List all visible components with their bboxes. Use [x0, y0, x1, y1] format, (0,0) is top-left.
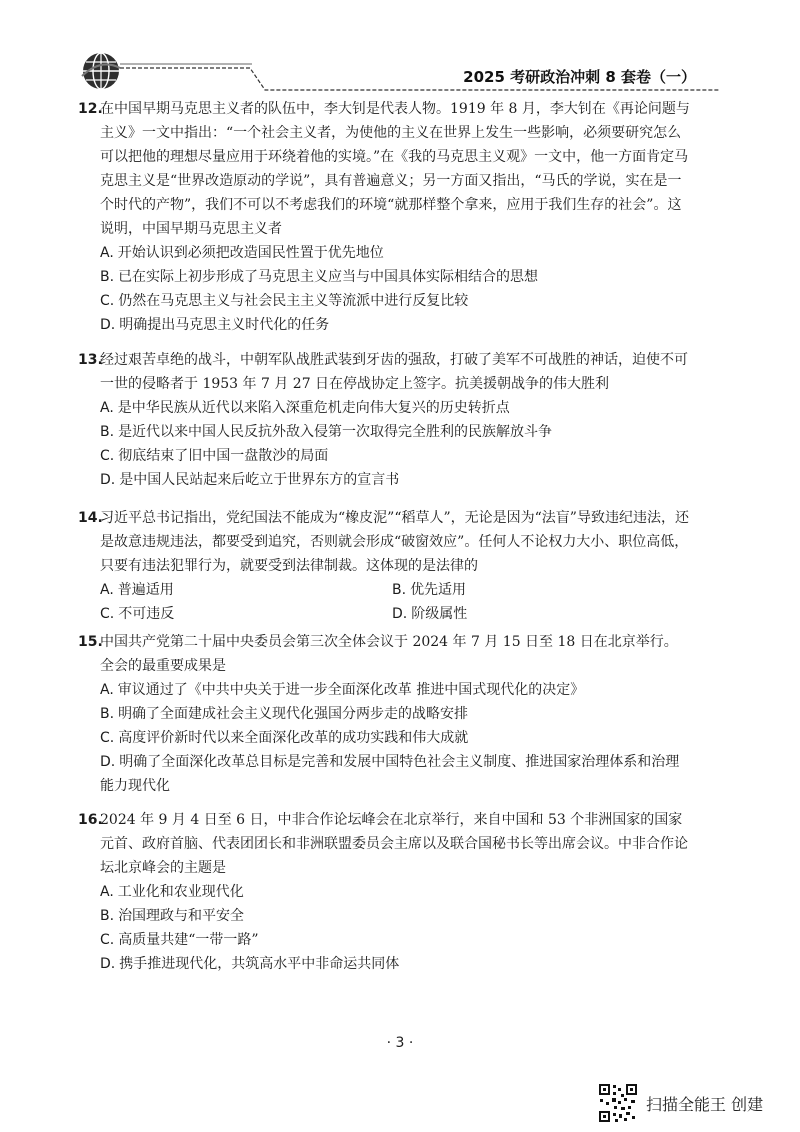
option-text: 审议通过了《中共中央关于进一步全面深化改革 推进中国式现代化的决定》: [117, 682, 585, 698]
option-d[interactable]: [100, 750, 690, 798]
option-letter: D.: [100, 956, 116, 972]
option-text: 是中国人民站起来后屹立于世界东方的宣言书: [119, 472, 400, 488]
option-letter: B.: [100, 706, 115, 722]
option-letter: D.: [392, 606, 408, 622]
option-a[interactable]: [100, 678, 690, 702]
option-text: 阶级属性: [411, 606, 468, 622]
option-text: 彻底结束了旧中国一盘散沙的局面: [118, 448, 329, 464]
option-b[interactable]: [100, 702, 690, 726]
option-letter: C.: [100, 293, 115, 309]
option-letter: D.: [100, 317, 116, 333]
option-list: [100, 241, 690, 337]
question-12: [78, 97, 690, 337]
question-number: 14.: [78, 510, 103, 526]
option-text: 普遍适用: [117, 582, 174, 598]
option-letter: C.: [100, 730, 115, 746]
question-number: 16.: [78, 812, 103, 828]
option-letter: B.: [392, 582, 407, 598]
option-d[interactable]: [100, 952, 690, 976]
option-c[interactable]: [100, 726, 690, 750]
option-letter: C.: [100, 606, 115, 622]
option-b[interactable]: [100, 904, 690, 928]
option-text: 不可违反: [118, 606, 175, 622]
option-letter: D.: [100, 754, 116, 770]
option-text: 高度评价新时代以来全面深化改革的成功实践和伟大成就: [118, 730, 469, 746]
option-list: [100, 678, 690, 798]
page-number: · 3 ·: [386, 1035, 414, 1051]
option-b[interactable]: [100, 265, 690, 289]
question-stem: 2024 年 9 月 4 日至 6 日，中非合作论坛峰会在北京举行，来自中国和 53 个非洲国家的国家元首、政府首脑、代表团团长和非洲联盟委员会主席以及联合国秘书长等出席会议。中非合作论坛北京峰会的主题是: [100, 812, 688, 876]
question-stem: 经过艰苦卓绝的战斗，中朝军队战胜武装到牙齿的强敌，打破了美军不可战胜的神话，迫使不可一世的侵略者于 1953 年 7 月 27 日在停战协定上签字。抗美援朝战争的伟大胜利: [100, 352, 688, 392]
option-text: 是近代以来中国人民反抗外敌入侵第一次取得完全胜利的民族解放斗争: [118, 424, 553, 440]
option-list: [100, 880, 690, 976]
question-number: 13.: [78, 352, 103, 368]
qr-code-icon: [598, 1083, 638, 1123]
question-14: [78, 506, 690, 626]
option-d[interactable]: [392, 602, 684, 626]
option-text: 工业化和农业现代化: [117, 884, 244, 900]
option-list: [100, 396, 690, 492]
option-b[interactable]: [100, 420, 690, 444]
option-letter: C.: [100, 932, 115, 948]
header-title: 2025 考研政治冲刺 8 套卷（一）: [463, 68, 696, 86]
option-letter: D.: [100, 472, 116, 488]
option-c[interactable]: [100, 444, 690, 468]
question-stem: 中国共产党第二十届中央委员会第三次全体会议于 2024 年 7 月 15 日至 18 日在北京举行。全会的最重要成果是: [100, 634, 678, 674]
option-c[interactable]: [100, 928, 690, 952]
option-text: 携手推进现代化，共筑高水平中非命运共同体: [119, 956, 400, 972]
option-c[interactable]: [100, 602, 392, 626]
option-letter: C.: [100, 448, 115, 464]
option-letter: A.: [100, 400, 114, 416]
option-text: 已在实际上初步形成了马克思主义应当与中国具体实际相结合的思想: [118, 269, 539, 285]
option-a[interactable]: [100, 241, 690, 265]
option-c[interactable]: [100, 289, 690, 313]
option-letter: A.: [100, 582, 114, 598]
question-stem: 习近平总书记指出，党纪国法不能成为“橡皮泥”“稻草人”，无论是因为“法盲”导致违纪违法，还是故意违规违法，都要受到追究，否则就会形成“破窗效应”。任何人不论权力大小、职位高低，只要有违法犯罪行为，就要受到法律制裁。这体现的是法律的: [100, 510, 689, 574]
option-text: 开始认识到必须把改造国民性置于优先地位: [117, 245, 384, 261]
option-letter: A.: [100, 682, 114, 698]
question-stem: 在中国早期马克思主义者的队伍中，李大钊是代表人物。1919 年 8 月，李大钊在《再论问题与主义》一文中指出：“一个社会主义者，为使他的主义在世界上发生一些影响，必须要研究怎么可以把他的理想尽量应用于环绕着他的实境。”在《我的马克思主义观》一文中，他一方面肯定马克思主义是“世界改造原动的学说”，具有普遍意义；另一方面又指出，“马氏的学说，实在是一个时代的产物”，我们不可以不考虑我们的环境“就那样整个拿来，应用于我们生存的社会”。这说明，中国早期马克思主义者: [100, 101, 690, 237]
globe-icon: [80, 50, 122, 92]
option-d[interactable]: [100, 468, 690, 492]
question-number: 12.: [78, 101, 103, 117]
question-number: 15.: [78, 634, 103, 650]
option-letter: B.: [100, 269, 115, 285]
option-a[interactable]: [100, 578, 392, 602]
option-text: 明确提出马克思主义时代化的任务: [119, 317, 330, 333]
scanner-watermark: 扫描全能王 创建: [646, 1095, 764, 1114]
option-a[interactable]: [100, 880, 690, 904]
option-d[interactable]: [100, 313, 690, 337]
option-letter: A.: [100, 245, 114, 261]
option-text: 高质量共建“一带一路”: [118, 932, 259, 948]
question-16: [78, 808, 690, 976]
option-letter: A.: [100, 884, 114, 900]
option-b[interactable]: [392, 578, 684, 602]
option-text: 仍然在马克思主义与社会民主主义等流派中进行反复比较: [118, 293, 469, 309]
option-list: [100, 578, 690, 626]
option-text: 明确了全面深化改革总目标是完善和发展中国特色社会主义制度、推进国家治理体系和治理能力现代化: [100, 754, 680, 794]
option-letter: B.: [100, 424, 115, 440]
question-15: [78, 630, 690, 798]
option-text: 是中华民族从近代以来陷入深重危机走向伟大复兴的历史转折点: [117, 400, 510, 416]
option-letter: B.: [100, 908, 115, 924]
question-13: [78, 348, 690, 492]
option-text: 治国理政与和平安全: [118, 908, 245, 924]
option-text: 优先适用: [410, 582, 467, 598]
option-text: 明确了全面建成社会主义现代化强国分两步走的战略安排: [118, 706, 469, 722]
option-a[interactable]: [100, 396, 690, 420]
